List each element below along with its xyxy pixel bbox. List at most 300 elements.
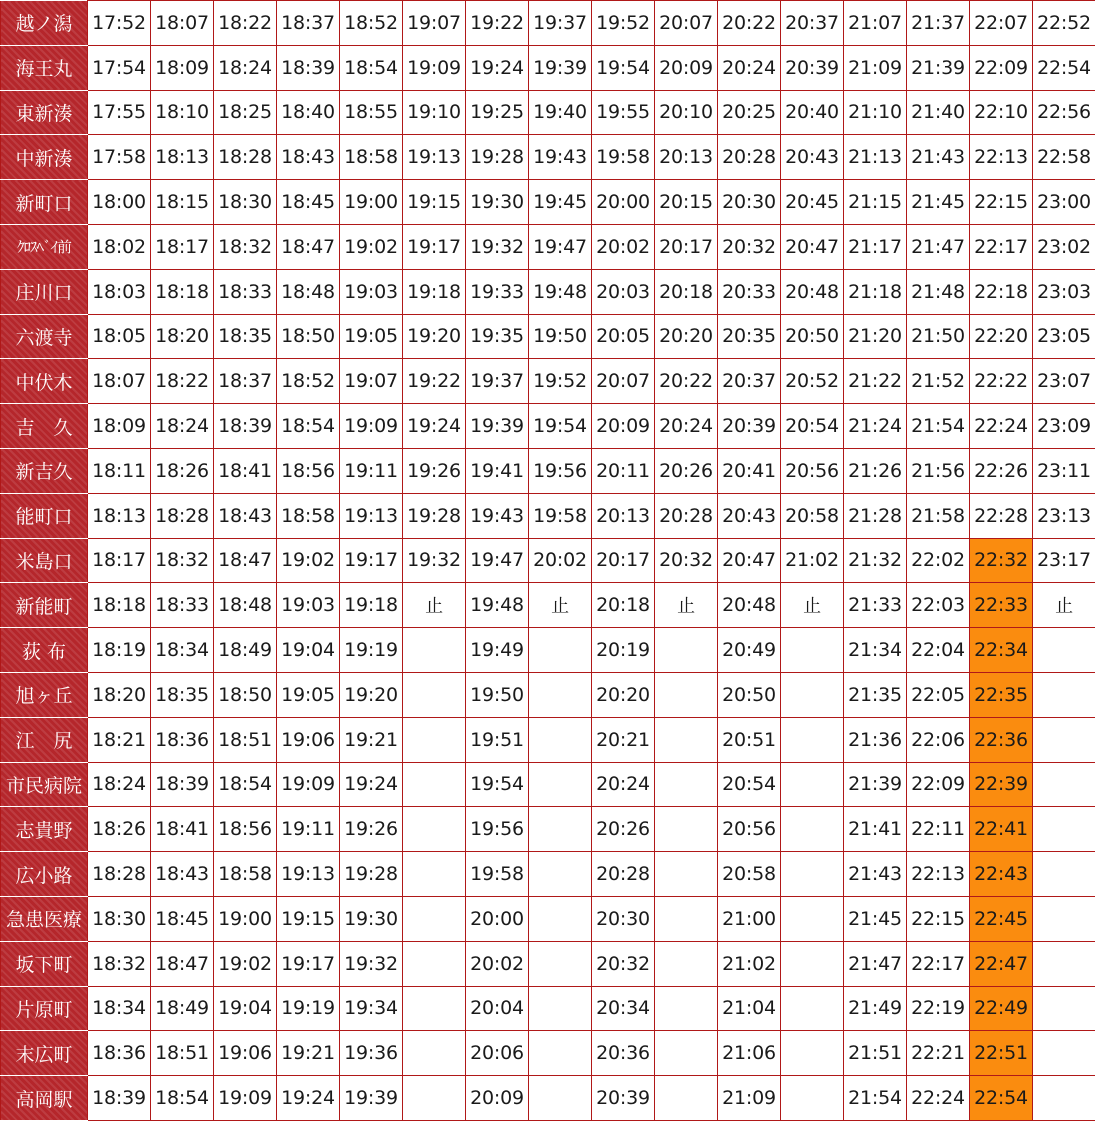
table-row xyxy=(1,717,1095,762)
table-row xyxy=(1,314,1095,359)
departure-time: 19:54 xyxy=(592,45,655,90)
departure-time: 22:18 xyxy=(970,269,1033,314)
departure-time: 18:36 xyxy=(88,1031,151,1076)
departure-time: 20:15 xyxy=(655,180,718,225)
departure-time: 21:07 xyxy=(844,1,907,46)
empty-cell xyxy=(655,896,718,941)
departure-time: 21:04 xyxy=(718,986,781,1031)
departure-time: 19:58 xyxy=(529,493,592,538)
departure-time: 19:09 xyxy=(403,45,466,90)
departure-time: 20:30 xyxy=(718,180,781,225)
departure-time: 19:19 xyxy=(277,986,340,1031)
departure-time: 19:47 xyxy=(466,538,529,583)
empty-cell xyxy=(781,628,844,673)
table-row xyxy=(1,1,1095,46)
departure-time: 21:50 xyxy=(907,314,970,359)
empty-cell xyxy=(529,807,592,852)
table-row xyxy=(1,896,1095,941)
departure-time: 21:37 xyxy=(907,1,970,46)
departure-time: 22:28 xyxy=(970,493,1033,538)
departure-time: 22:09 xyxy=(907,762,970,807)
departure-time: 19:41 xyxy=(466,448,529,493)
empty-cell xyxy=(781,1076,844,1121)
departure-time: 18:11 xyxy=(88,448,151,493)
departure-time: 19:32 xyxy=(466,224,529,269)
empty-cell xyxy=(1033,762,1095,807)
departure-time: 21:47 xyxy=(907,224,970,269)
empty-cell xyxy=(781,717,844,762)
departure-time: 20:24 xyxy=(718,45,781,90)
departure-time: 20:54 xyxy=(718,762,781,807)
empty-cell xyxy=(529,986,592,1031)
departure-time: 17:52 xyxy=(88,1,151,46)
table-row xyxy=(1,493,1095,538)
empty-cell xyxy=(781,852,844,897)
station-name: 市民病院 xyxy=(1,762,88,807)
empty-cell xyxy=(529,852,592,897)
departure-time: 18:51 xyxy=(214,717,277,762)
departure-time: 19:36 xyxy=(340,1031,403,1076)
departure-time: 18:58 xyxy=(340,135,403,180)
departure-time: 19:32 xyxy=(340,941,403,986)
station-name: 江 尻 xyxy=(1,717,88,762)
departure-time: 20:09 xyxy=(592,404,655,449)
departure-time: 21:48 xyxy=(907,269,970,314)
departure-time: 19:48 xyxy=(529,269,592,314)
departure-time: 17:54 xyxy=(88,45,151,90)
departure-time: 22:13 xyxy=(907,852,970,897)
departure-time: 20:05 xyxy=(592,314,655,359)
departure-time: 21:33 xyxy=(844,583,907,628)
table-row xyxy=(1,224,1095,269)
departure-time: 18:22 xyxy=(214,1,277,46)
table-row xyxy=(1,269,1095,314)
table-row xyxy=(1,941,1095,986)
empty-cell xyxy=(1033,1076,1095,1121)
departure-time: 18:47 xyxy=(277,224,340,269)
departure-time: 23:09 xyxy=(1033,404,1095,449)
departure-time: 22:24 xyxy=(970,404,1033,449)
departure-time: 22:07 xyxy=(970,1,1033,46)
departure-time: 20:25 xyxy=(718,90,781,135)
departure-time: 19:09 xyxy=(277,762,340,807)
departure-time: 21:13 xyxy=(844,135,907,180)
departure-time: 20:07 xyxy=(655,1,718,46)
departure-time: 19:37 xyxy=(529,1,592,46)
departure-time: 19:20 xyxy=(403,314,466,359)
departure-time: 20:00 xyxy=(592,180,655,225)
departure-time: 20:22 xyxy=(718,1,781,46)
departure-time: 19:15 xyxy=(403,180,466,225)
departure-time: 19:21 xyxy=(340,717,403,762)
departure-time: 20:33 xyxy=(718,269,781,314)
departure-time: 20:26 xyxy=(592,807,655,852)
departure-time: 19:05 xyxy=(340,314,403,359)
departure-time: 18:52 xyxy=(277,359,340,404)
empty-cell xyxy=(529,1031,592,1076)
departure-time: 20:17 xyxy=(655,224,718,269)
departure-time: 23:05 xyxy=(1033,314,1095,359)
departure-time: 19:11 xyxy=(340,448,403,493)
departure-time: 22:17 xyxy=(970,224,1033,269)
departure-time: 19:09 xyxy=(214,1076,277,1121)
terminates-mark: 止 xyxy=(1033,583,1095,628)
departure-time: 19:19 xyxy=(340,628,403,673)
departure-time: 19:24 xyxy=(340,762,403,807)
departure-time: 18:54 xyxy=(151,1076,214,1121)
departure-time: 18:28 xyxy=(88,852,151,897)
empty-cell xyxy=(403,941,466,986)
departure-time: 21:35 xyxy=(844,672,907,717)
departure-time: 19:28 xyxy=(466,135,529,180)
departure-time: 21:54 xyxy=(907,404,970,449)
departure-time: 18:25 xyxy=(214,90,277,135)
departure-time: 19:56 xyxy=(529,448,592,493)
terminates-mark: 止 xyxy=(403,583,466,628)
departure-time: 18:45 xyxy=(151,896,214,941)
departure-time: 18:05 xyxy=(88,314,151,359)
departure-time: 18:37 xyxy=(277,1,340,46)
departure-time: 21:02 xyxy=(781,538,844,583)
departure-time: 19:21 xyxy=(277,1031,340,1076)
empty-cell xyxy=(781,986,844,1031)
departure-time: 19:17 xyxy=(403,224,466,269)
departure-time: 18:51 xyxy=(151,1031,214,1076)
departure-time: 19:54 xyxy=(529,404,592,449)
departure-time: 19:13 xyxy=(403,135,466,180)
empty-cell xyxy=(781,1031,844,1076)
departure-time: 17:55 xyxy=(88,90,151,135)
departure-time: 18:54 xyxy=(340,45,403,90)
departure-time: 21:34 xyxy=(844,628,907,673)
departure-time: 20:32 xyxy=(718,224,781,269)
departure-time: 22:35 xyxy=(970,672,1033,717)
empty-cell xyxy=(655,628,718,673)
departure-time: 19:43 xyxy=(529,135,592,180)
departure-time: 18:39 xyxy=(277,45,340,90)
departure-time: 20:18 xyxy=(592,583,655,628)
station-name: 能町口 xyxy=(1,493,88,538)
departure-time: 20:56 xyxy=(781,448,844,493)
departure-time: 22:56 xyxy=(1033,90,1095,135)
departure-time: 20:17 xyxy=(592,538,655,583)
departure-time: 22:11 xyxy=(907,807,970,852)
departure-time: 19:17 xyxy=(277,941,340,986)
station-name: 中伏木 xyxy=(1,359,88,404)
departure-time: 19:03 xyxy=(340,269,403,314)
station-name: 庄川口 xyxy=(1,269,88,314)
empty-cell xyxy=(529,717,592,762)
table-row xyxy=(1,852,1095,897)
departure-time: 20:47 xyxy=(718,538,781,583)
departure-time: 22:06 xyxy=(907,717,970,762)
departure-time: 19:49 xyxy=(466,628,529,673)
departure-time: 18:32 xyxy=(151,538,214,583)
departure-time: 20:09 xyxy=(655,45,718,90)
departure-time: 21:45 xyxy=(907,180,970,225)
departure-time: 22:41 xyxy=(970,807,1033,852)
departure-time: 22:15 xyxy=(970,180,1033,225)
departure-time: 18:39 xyxy=(214,404,277,449)
departure-time: 19:43 xyxy=(466,493,529,538)
departure-time: 19:58 xyxy=(592,135,655,180)
departure-time: 20:18 xyxy=(655,269,718,314)
departure-time: 22:05 xyxy=(907,672,970,717)
departure-time: 20:04 xyxy=(466,986,529,1031)
station-name: 志貴野 xyxy=(1,807,88,852)
departure-time: 22:09 xyxy=(970,45,1033,90)
departure-time: 18:45 xyxy=(277,180,340,225)
departure-time: 19:06 xyxy=(277,717,340,762)
terminates-mark: 止 xyxy=(529,583,592,628)
empty-cell xyxy=(1033,807,1095,852)
departure-time: 20:28 xyxy=(655,493,718,538)
departure-time: 20:32 xyxy=(655,538,718,583)
empty-cell xyxy=(529,672,592,717)
departure-time: 20:43 xyxy=(781,135,844,180)
departure-time: 20:50 xyxy=(718,672,781,717)
departure-time: 20:39 xyxy=(781,45,844,90)
departure-time: 18:37 xyxy=(214,359,277,404)
departure-time: 21:39 xyxy=(844,762,907,807)
departure-time: 21:47 xyxy=(844,941,907,986)
empty-cell xyxy=(1033,896,1095,941)
empty-cell xyxy=(655,1031,718,1076)
departure-time: 21:40 xyxy=(907,90,970,135)
departure-time: 19:50 xyxy=(466,672,529,717)
departure-time: 21:02 xyxy=(718,941,781,986)
departure-time: 18:54 xyxy=(214,762,277,807)
departure-time: 21:58 xyxy=(907,493,970,538)
departure-time: 20:06 xyxy=(466,1031,529,1076)
departure-time: 18:00 xyxy=(88,180,151,225)
departure-time: 22:26 xyxy=(970,448,1033,493)
departure-time: 21:32 xyxy=(844,538,907,583)
departure-time: 18:41 xyxy=(151,807,214,852)
departure-time: 18:41 xyxy=(214,448,277,493)
terminates-mark: 止 xyxy=(655,583,718,628)
departure-time: 21:49 xyxy=(844,986,907,1031)
departure-time: 19:15 xyxy=(277,896,340,941)
departure-time: 21:43 xyxy=(844,852,907,897)
departure-time: 18:33 xyxy=(151,583,214,628)
departure-time: 21:41 xyxy=(844,807,907,852)
departure-time: 20:13 xyxy=(592,493,655,538)
departure-time: 22:36 xyxy=(970,717,1033,762)
departure-time: 20:35 xyxy=(718,314,781,359)
departure-time: 19:48 xyxy=(466,583,529,628)
empty-cell xyxy=(1033,672,1095,717)
departure-time: 18:24 xyxy=(151,404,214,449)
empty-cell xyxy=(403,807,466,852)
empty-cell xyxy=(529,1076,592,1121)
departure-time: 17:58 xyxy=(88,135,151,180)
departure-time: 20:41 xyxy=(718,448,781,493)
departure-time: 20:34 xyxy=(592,986,655,1031)
departure-time: 18:07 xyxy=(151,1,214,46)
departure-time: 20:24 xyxy=(592,762,655,807)
departure-time: 20:48 xyxy=(718,583,781,628)
departure-time: 18:21 xyxy=(88,717,151,762)
departure-time: 20:37 xyxy=(718,359,781,404)
station-name: 越ノ潟 xyxy=(1,1,88,46)
departure-time: 21:45 xyxy=(844,896,907,941)
departure-time: 21:22 xyxy=(844,359,907,404)
empty-cell xyxy=(529,941,592,986)
departure-time: 18:13 xyxy=(88,493,151,538)
departure-time: 23:17 xyxy=(1033,538,1095,583)
departure-time: 22:20 xyxy=(970,314,1033,359)
departure-time: 18:15 xyxy=(151,180,214,225)
departure-time: 20:02 xyxy=(529,538,592,583)
departure-time: 18:07 xyxy=(88,359,151,404)
table-row xyxy=(1,807,1095,852)
departure-time: 20:40 xyxy=(781,90,844,135)
departure-time: 19:00 xyxy=(214,896,277,941)
departure-time: 20:50 xyxy=(781,314,844,359)
table-row xyxy=(1,359,1095,404)
departure-time: 20:47 xyxy=(781,224,844,269)
departure-time: 18:40 xyxy=(277,90,340,135)
departure-time: 18:36 xyxy=(151,717,214,762)
table-row xyxy=(1,986,1095,1031)
departure-time: 18:24 xyxy=(214,45,277,90)
departure-time: 20:49 xyxy=(718,628,781,673)
station-name: 新町口 xyxy=(1,180,88,225)
timetable-body xyxy=(1,1,1095,1121)
departure-time: 18:26 xyxy=(151,448,214,493)
empty-cell xyxy=(781,941,844,986)
empty-cell xyxy=(403,986,466,1031)
departure-time: 19:58 xyxy=(466,852,529,897)
departure-time: 18:35 xyxy=(151,672,214,717)
departure-time: 21:43 xyxy=(907,135,970,180)
departure-time: 21:15 xyxy=(844,180,907,225)
empty-cell xyxy=(529,896,592,941)
station-name: 中新湊 xyxy=(1,135,88,180)
table-row xyxy=(1,1031,1095,1076)
departure-time: 20:45 xyxy=(781,180,844,225)
departure-time: 21:54 xyxy=(844,1076,907,1121)
empty-cell xyxy=(781,762,844,807)
departure-time: 19:39 xyxy=(340,1076,403,1121)
departure-time: 19:50 xyxy=(529,314,592,359)
departure-time: 20:28 xyxy=(718,135,781,180)
departure-time: 19:56 xyxy=(466,807,529,852)
departure-time: 18:28 xyxy=(214,135,277,180)
departure-time: 18:56 xyxy=(214,807,277,852)
departure-time: 18:10 xyxy=(151,90,214,135)
departure-time: 18:39 xyxy=(88,1076,151,1121)
station-name: 広小路 xyxy=(1,852,88,897)
departure-time: 20:39 xyxy=(718,404,781,449)
departure-time: 18:47 xyxy=(151,941,214,986)
departure-time: 22:34 xyxy=(970,628,1033,673)
empty-cell xyxy=(1033,852,1095,897)
empty-cell xyxy=(403,1031,466,1076)
departure-time: 19:09 xyxy=(340,404,403,449)
departure-time: 18:19 xyxy=(88,628,151,673)
departure-time: 19:39 xyxy=(466,404,529,449)
empty-cell xyxy=(655,941,718,986)
departure-time: 19:18 xyxy=(340,583,403,628)
station-name: 急患医療 xyxy=(1,896,88,941)
departure-time: 19:32 xyxy=(403,538,466,583)
departure-time: 20:48 xyxy=(781,269,844,314)
departure-time: 20:56 xyxy=(718,807,781,852)
station-name: 新吉久 xyxy=(1,448,88,493)
departure-time: 20:10 xyxy=(655,90,718,135)
departure-time: 19:28 xyxy=(403,493,466,538)
empty-cell xyxy=(403,1076,466,1121)
departure-time: 21:24 xyxy=(844,404,907,449)
departure-time: 22:51 xyxy=(970,1031,1033,1076)
departure-time: 19:28 xyxy=(340,852,403,897)
table-row xyxy=(1,90,1095,135)
departure-time: 22:03 xyxy=(907,583,970,628)
station-name: 高岡駅 xyxy=(1,1076,88,1121)
departure-time: 21:17 xyxy=(844,224,907,269)
departure-time: 22:47 xyxy=(970,941,1033,986)
departure-time: 18:33 xyxy=(214,269,277,314)
table-row xyxy=(1,628,1095,673)
station-name: 末広町 xyxy=(1,1031,88,1076)
departure-time: 21:26 xyxy=(844,448,907,493)
departure-time: 22:49 xyxy=(970,986,1033,1031)
departure-time: 23:00 xyxy=(1033,180,1095,225)
departure-time: 20:43 xyxy=(718,493,781,538)
empty-cell xyxy=(655,672,718,717)
terminates-mark: 止 xyxy=(781,583,844,628)
departure-time: 18:30 xyxy=(88,896,151,941)
departure-time: 19:05 xyxy=(277,672,340,717)
departure-time: 19:26 xyxy=(340,807,403,852)
departure-time: 20:58 xyxy=(781,493,844,538)
empty-cell xyxy=(403,672,466,717)
departure-time: 19:07 xyxy=(403,1,466,46)
departure-time: 19:52 xyxy=(529,359,592,404)
empty-cell xyxy=(1033,1031,1095,1076)
departure-time: 18:43 xyxy=(277,135,340,180)
empty-cell xyxy=(655,762,718,807)
departure-time: 18:58 xyxy=(277,493,340,538)
departure-time: 18:39 xyxy=(151,762,214,807)
departure-time: 19:02 xyxy=(214,941,277,986)
departure-time: 22:10 xyxy=(970,90,1033,135)
table-row xyxy=(1,180,1095,225)
departure-time: 20:19 xyxy=(592,628,655,673)
departure-time: 22:17 xyxy=(907,941,970,986)
departure-time: 18:26 xyxy=(88,807,151,852)
departure-time: 19:22 xyxy=(466,1,529,46)
departure-time: 22:02 xyxy=(907,538,970,583)
departure-time: 19:47 xyxy=(529,224,592,269)
departure-time: 18:30 xyxy=(214,180,277,225)
departure-time: 18:50 xyxy=(277,314,340,359)
empty-cell xyxy=(403,628,466,673)
departure-time: 20:03 xyxy=(592,269,655,314)
departure-time: 20:58 xyxy=(718,852,781,897)
departure-time: 20:07 xyxy=(592,359,655,404)
station-name: 米島口 xyxy=(1,538,88,583)
departure-time: 20:20 xyxy=(655,314,718,359)
departure-time: 19:25 xyxy=(466,90,529,135)
departure-time: 19:04 xyxy=(214,986,277,1031)
empty-cell xyxy=(1033,717,1095,762)
departure-time: 20:02 xyxy=(592,224,655,269)
empty-cell xyxy=(529,628,592,673)
departure-time: 20:51 xyxy=(718,717,781,762)
